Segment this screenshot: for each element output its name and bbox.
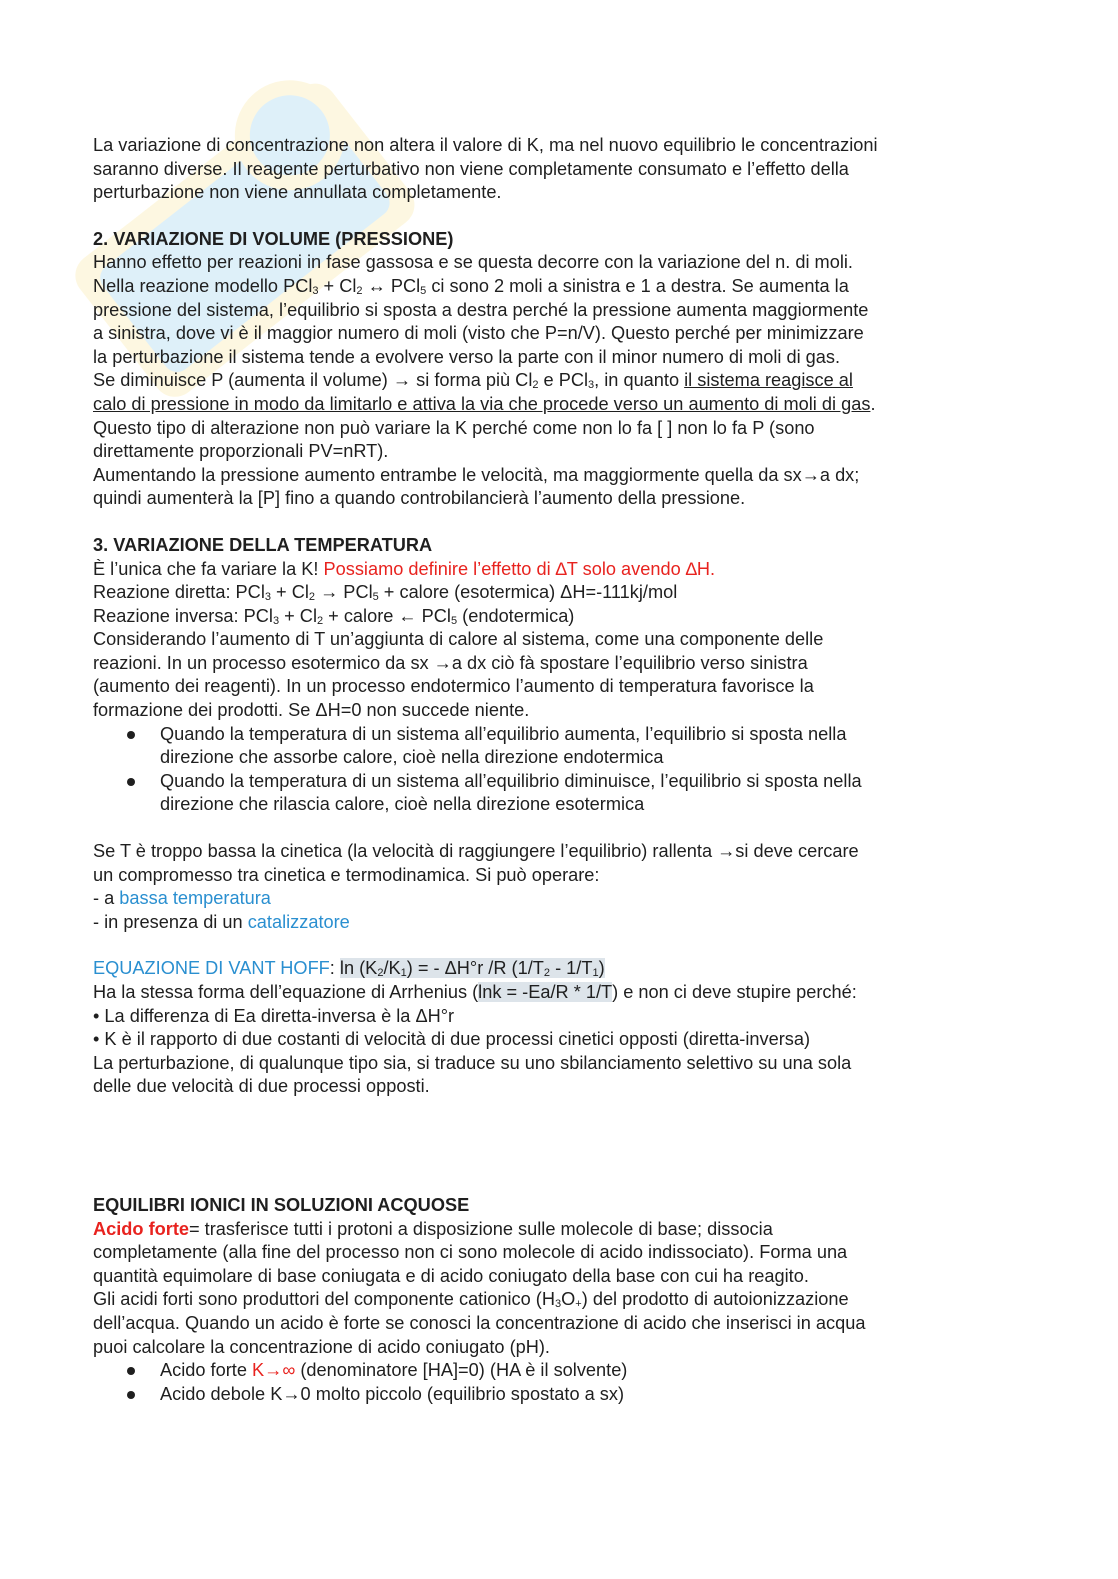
- list-item: Quando la temperatura di un sistema all’equilibrio aumenta, l’equilibrio si sposta nella direzione che assorbe calore, cioè nella direzione endotermica: [160, 723, 993, 770]
- s2-line-5: la perturbazione il sistema tende a evolvere verso la parte con il minor numero di moli di gas.: [93, 346, 841, 367]
- s3-line-4: Considerando l’aumento di T un’aggiunta di calore al sistema, come una componente delle: [93, 629, 824, 650]
- vh-line-3: La perturbazione, di qualunque tipo sia, si traduce su uno sbilanciamento selettivo su una sola: [93, 1052, 852, 1073]
- eq-line-4: Gli acidi forti sono produttori del componente cationico $(H_3O_+)$ del prodotto di autoionizzazione: [93, 1289, 849, 1311]
- acid-bullet-list: [93, 1359, 993, 1406]
- s2-line-9: direttamente proporzionali PV=nRT).: [93, 441, 389, 462]
- s2-line-6: Se diminuisce P (aumenta il volume) → si forma più $Cl_2$ e PCl$_3$, in quanto il sistema reagisce al: [93, 370, 853, 392]
- eq-line-3: quantità equimolare di base coniugata e di acido coniugato della base con cui ha reagito.: [93, 1265, 809, 1286]
- vant-hoff-equation: EQUAZIONE DI VANT HOFF: $\ln (K_2/K_1)$ = - ΔH°r /R $(1/T_2 - 1/T_1)$: [93, 958, 605, 980]
- eq-line-6: puoi calcolare la concentrazione di acido coniugato (pH).: [93, 1336, 550, 1357]
- vh-bullet-1: • La differenza di Ea diretta-inversa è la ΔH°r: [93, 1005, 455, 1026]
- intro-line-1: La variazione di concentrazione non altera il valore di K, ma nel nuovo equilibrio le concentrazioni: [93, 135, 878, 155]
- s2-line-11: quindi aumenterà la [P] fino a quando controbilancierà l’aumento della pressione.: [93, 488, 746, 509]
- s3-line-7: formazione dei prodotti. Se ΔH=0 non succede niente.: [93, 700, 530, 721]
- dash-item-catalyst: - in presenza di un catalizzatore: [93, 911, 350, 932]
- section-3-title: 3. VARIAZIONE DELLA TEMPERATURA: [93, 534, 433, 555]
- intro-line-3: perturbazione non viene annullata completamente.: [93, 182, 502, 203]
- list-item: Quando la temperatura di un sistema all’equilibrio diminuisce, l’equilibrio si sposta nella direzione che rilascia calore, cioè nella direzione esotermica: [160, 770, 993, 817]
- s3-para-line-1: Se T è troppo bassa la cinetica (la velocità di raggiungere l’equilibrio) rallenta →si deve cercare: [93, 841, 859, 862]
- s2-line-7: calo di pressione in modo da limitarlo e attiva la via che procede verso un aumento di moli di gas.: [93, 393, 876, 414]
- section-ionic-title: EQUILIBRI IONICI IN SOLUZIONI ACQUOSE: [93, 1194, 470, 1215]
- s3-line-3: Reazione inversa: $PCl_3 + Cl_2$ + calore ← PCl$_5$ (endotermica): [93, 605, 575, 627]
- s3-line-2: Reazione diretta: $PCl_3 + Cl_2 \to PCl_5$ + calore (esotermica) ΔH=-111kj/mol: [93, 582, 678, 604]
- s3-line-5: reazioni. In un processo esotermico da sx →a dx ciò fà spostare l’equilibrio verso sinistra: [93, 652, 808, 673]
- intro-line-2: saranno diverse. Il reagente perturbativo non viene completamente consumato e l’effetto della: [93, 158, 849, 179]
- eq-line-1: Acido forte= trasferisce tutti i protoni a disposizione sulle molecole di base; dissocia: [93, 1218, 773, 1239]
- s3-para-line-2: un compromesso tra cinetica e termodinamica. Si può operare:: [93, 864, 600, 885]
- s2-line-4: a sinistra, dove vi è il maggior numero di moli (visto che P=n/V). Questo perché per minimizzare: [93, 323, 864, 344]
- dash-item-low-temp: - a bassa temperatura: [93, 888, 271, 909]
- s3-line-1: È l’unica che fa variare la K! Possiamo definire l’effetto di ∆T solo avendo ∆H.: [93, 558, 716, 579]
- eq-line-5: dell’acqua. Quando un acido è forte se conosci la concentrazione di acido che inserisci in acqua: [93, 1312, 866, 1333]
- vh-line-2: Ha la stessa forma dell’equazione di Arrhenius (lnk = -Ea/R * 1/T) e non ci deve stupire perché:: [93, 982, 857, 1002]
- vh-bullet-2: • K è il rapporto di due costanti di velocità di due processi cinetici opposti (diretta-inversa): [93, 1029, 811, 1050]
- s2-line-8: Questo tipo di alterazione non può variare la K perché come non lo fa [ ] non lo fa P (sono: [93, 417, 815, 438]
- eq-line-2: completamente (alla fine del processo non ci sono molecole di acido indissociato). Forma una: [93, 1242, 848, 1263]
- s2-line-2: Nella reazione modello $PCl_3 + Cl_2$ ↔ PCl$_5$ ci sono 2 moli a sinistra e 1 a destra. Se aumenta la: [93, 275, 849, 297]
- s3-line-6: (aumento dei reagenti). In un processo endotermico l’aumento di temperatura favorisce la: [93, 676, 814, 697]
- s2-line-10: Aumentando la pressione aumento entrambe le velocità, ma maggiormente quella da sx→a dx;: [93, 464, 860, 485]
- list-item: Acido debole K→0 molto piccolo (equilibrio spostato a sx): [160, 1383, 993, 1407]
- temperature-bullet-list: [93, 723, 993, 817]
- s2-line-1: Hanno effetto per reazioni in fase gassosa e se questa decorre con la variazione del n. di moli.: [93, 252, 853, 273]
- vh-line-4: delle due velocità di due processi opposti.: [93, 1076, 430, 1097]
- list-item: Acido forte K→∞ (denominatore [HA]=0) (HA è il solvente): [160, 1359, 993, 1383]
- document-page: [93, 134, 993, 1406]
- section-2-title: 2. VARIAZIONE DI VOLUME (PRESSIONE): [93, 228, 454, 249]
- s2-line-3: pressione del sistema, l’equilibrio si sposta a destra perché la pressione aumenta maggiormente: [93, 299, 869, 320]
